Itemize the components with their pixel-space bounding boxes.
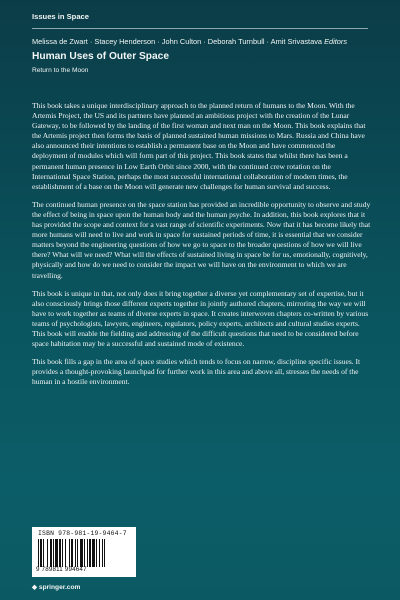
barcode-bar [69,539,70,567]
editor-names: Melissa de Zwart · Stacey Henderson · John Culton · Deborah Turnbull · Amit Srivastava [32,37,322,46]
barcode-graphic [38,539,130,567]
blurb-paragraph: This book is unique in that, not only does it bring together a diverse yet complementary set of expertise, but it also consciously brings those different experts together in jointly authored chapters, mirroring the way we will have to work together as teams of diverse experts in space. It creates interwoven chapters co-written by various teams of psychologists, lawyers, engineers, regulators, policy experts, architects and cultural studies experts. This book will enable the fielding and addressing of the difficult questions that need to be considered before space habitation may be a successful and sustained mode of existence. [32,288,369,349]
barcode [32,527,136,577]
barcode-bar [47,539,48,567]
barcode-bar [55,539,58,567]
book-title: Human Uses of Outer Space [32,51,170,62]
editors-label: Editors [324,37,348,46]
barcode-bar [40,539,42,567]
barcode-bar [75,539,76,567]
barcode-bar [38,539,39,567]
barcode-bar [65,539,66,567]
editors-line [32,37,347,46]
publisher-url-text: springer.com [38,584,81,591]
isbn-text: ISBN 978-981-19-9464-7 [38,530,127,537]
barcode-bar [53,539,54,567]
barcode-bar [87,539,88,567]
barcode-bar [71,539,73,567]
barcode-bar [104,539,105,567]
barcode-bars [38,539,130,567]
publisher-logo-icon: ◆ [32,584,38,591]
blurb-paragraph: This book takes a unique interdisciplinary approach to the planned return of humans to the Moon. With the Artemis Project, the US and its partners have planned an ambitious project with the creation of the Lunar Gateway, to be followed by the landing of the first woman and next man on the Moon. This book explains that the Artemis project then forms the basis of planned sustained human missions to Mars. Russia and China have also announced their intentions to establish a permanent base on the Moon and have commenced the deployment of modules which will form part of this project. This book states that whilst there has been a permanent human presence in Low Earth Orbit since 2000, with the continued crew rotation on the International Space Station, perhaps the most successful international collaboration of modern times, the establishment of a base on the Moon will generate new challenges for human survival and success. [32,101,366,191]
blurb [32,101,371,395]
barcode-bar [84,539,85,567]
barcode-bar [96,539,97,567]
barcode-digits: 9 789811 994647 [36,566,87,573]
barcode-bar [59,539,61,567]
blurb-paragraph: This book fills a gap in the area of space studies which tends to focus on narrow, discipline specific issues. It provides a thought-provoking launchpad for further work in this area and above all, stresses the needs of the human in a hostile environment. [32,357,361,387]
blurb-paragraph: The continued human presence on the space station has provided an incredible opportunity to observe and study the effect of being in space upon the human body and the human psyche. In addition, this book explores that it has provided the scope and context for a vast range of scientific experiments. Now that it has become likely that more humans will need to live and work in space for sustained periods of time, it is essential that we consider matters beyond the engineering questions of how we go to space to the broader questions of how we will live there? What will we need? What will the effects of sustained living in space be for us, emotionally, cognitively, physically and how do we need to consider the impact we will have on the environment to which we are travelling. [32,199,371,280]
barcode-bar [89,539,91,567]
barcode-bar [99,539,100,567]
series-name: Issues in Space [32,12,89,21]
barcode-bar [102,539,103,567]
barcode-bar [77,539,78,567]
barcode-bar [43,539,44,567]
barcode-bar [92,539,95,567]
barcode-bar [80,539,83,567]
barcode-bar [62,539,63,567]
publisher-url[interactable] [32,583,80,591]
barcode-bar [50,539,52,567]
divider [32,28,368,29]
book-subtitle: Return to the Moon [32,67,89,74]
